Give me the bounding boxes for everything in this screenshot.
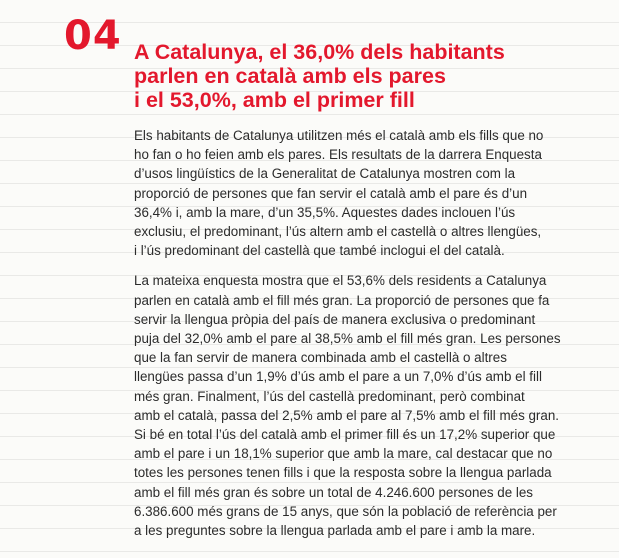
text-line: més gran. Finalment, l’ús del castellà predominant, però combinat [134, 388, 525, 404]
text-line: 6.386.600 més grans de 15 anys, que són la població de referència per [134, 503, 557, 519]
text-line: totes les persones tenen fills i que la resposta sobre la llengua parlada [134, 465, 552, 481]
text-line: i l’ús predominant del castellà que també inclogui el del català. [134, 243, 505, 259]
text-line: amb el fill més gran és sobre un total de 4.246.600 persones de les [134, 484, 533, 500]
text-line: parlen en català amb el fill més gran. La proporció de persones que fa [134, 292, 550, 308]
text-line: La mateixa enquesta mostra que el 53,6% dels residents a Catalunya [134, 273, 547, 289]
section-title [134, 40, 574, 112]
text-line: amb el català, passa del 2,5% amb el pare al 7,5% amb el fill més gran. [134, 407, 560, 423]
text-line: servir la llengua pròpia del país de manera exclusiva o predominant [134, 311, 536, 327]
paragraph-2 [134, 271, 584, 540]
text-line: proporció de persones que fan servir el català amb el pare és d’un [134, 185, 528, 201]
title-line: parlen en català amb els pares [134, 64, 446, 88]
body-text [134, 126, 584, 540]
title-line: A Catalunya, el 36,0% dels habitants [134, 40, 505, 64]
paragraph-1 [134, 126, 584, 260]
text-line: Els habitants de Catalunya utilitzen més el català amb els fills que no [134, 128, 544, 143]
text-line: Si bé en total l’ús del català amb el primer fill és un 17,2% superior que [134, 427, 556, 443]
text-line: que la fan servir de manera combinada amb el castellà o altres [134, 350, 507, 366]
text-line: llengües passa d’un 1,9% d’ús amb el pare a un 7,0% d’ús amb el fill [134, 369, 542, 385]
title-line: i el 53,0%, amb el primer fill [134, 88, 415, 112]
text-line: amb el pare i un 18,1% superior que amb la mare, cal destacar que no [134, 446, 553, 462]
text-line: a les preguntes sobre la llengua parlada amb el pare i amb la mare. [134, 523, 536, 539]
text-line: exclusiu, el predominant, l’ús altern amb el castellà o altres llengües, [134, 224, 542, 240]
text-line: 36,4% i, amb la mare, d’un 35,5%. Aquestes dades inclouen l’ús [134, 204, 516, 220]
text-line: puja del 32,0% amb el pare al 38,5% amb el fill més gran. Les persones [134, 331, 561, 347]
text-line: ho fan o ho feien amb els pares. Els resultats de la darrera Enquesta [134, 147, 542, 163]
section-number: 04 [64, 13, 122, 59]
text-line: d’usos lingüístics de la Generalitat de Catalunya mostren com la [134, 166, 516, 182]
